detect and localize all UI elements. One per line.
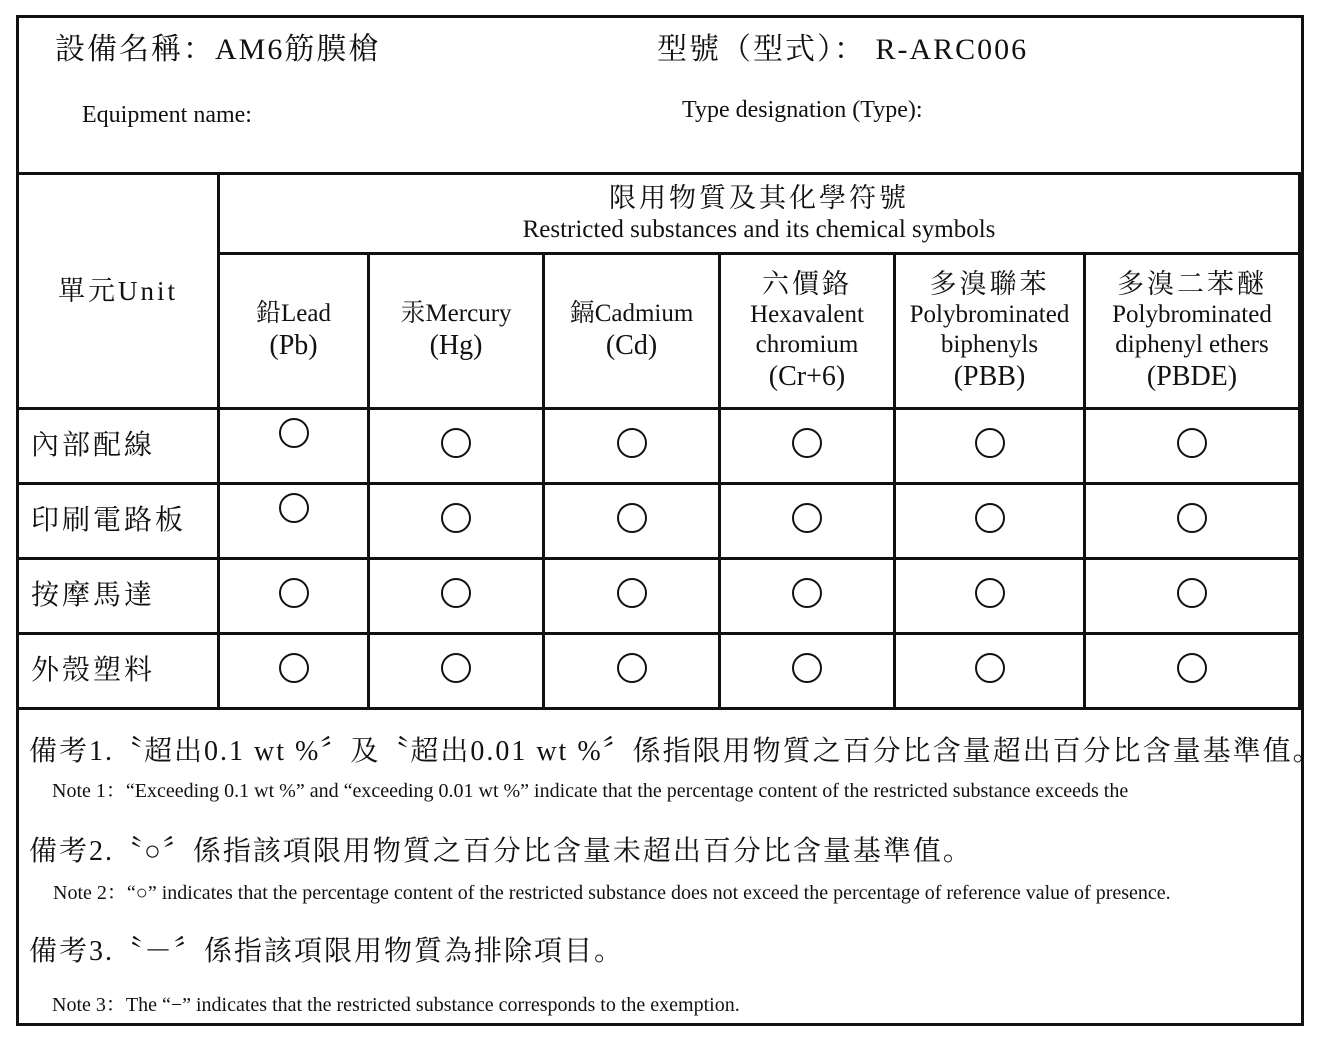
table-cell [1085, 409, 1300, 484]
table-cell [895, 634, 1085, 709]
table-cell [219, 409, 369, 484]
row-unit-label: 按摩馬達 [18, 559, 219, 634]
circle-mark-icon [279, 578, 309, 608]
circle-mark-icon [975, 653, 1005, 683]
circle-mark-icon [441, 428, 471, 458]
table-cell [720, 409, 895, 484]
note-3-en: Note 3：The “−” indicates that the restricted substance corresponds to the exemption. [52, 994, 740, 1016]
col-name-zh: 六價鉻 [762, 269, 852, 299]
column-header-mercury [369, 254, 544, 409]
substances-group-header [219, 174, 1300, 254]
type-designation-zh: 型號（型式）： R-ARC006 [657, 33, 1029, 66]
circle-mark-icon [279, 493, 309, 523]
table-cell [219, 559, 369, 634]
circle-mark-icon [617, 503, 647, 533]
table-row [18, 634, 1300, 709]
circle-mark-icon [279, 418, 309, 448]
note-1-en: Note 1：“Exceeding 0.1 wt %” and “exceeding 0.01 wt %” indicate that the percentage content of the restricted substance exceeds the [52, 780, 1129, 802]
note-1-zh: 備考1.〝超出0.1 wt %〞及〝超出0.01 wt %〞係指限用物質之百分比含量超出百分比含量基準值。 [29, 736, 1323, 767]
table-cell [720, 634, 895, 709]
col-name-zh: 多溴二苯醚 [1117, 269, 1267, 299]
table-cell [219, 484, 369, 559]
note-2-zh: 備考2.〝○〞係指該項限用物質之百分比含量未超出百分比含量基準值。 [29, 836, 973, 867]
col-name-en: Polybrominated diphenyl ethers [1112, 301, 1272, 359]
col-symbol: (PBDE) [1146, 361, 1238, 393]
circle-mark-icon [1177, 503, 1207, 533]
col-name-en: Polybrominated biphenyls [909, 301, 1070, 359]
row-unit-label: 印刷電路板 [18, 484, 219, 559]
group-title-en: Restricted substances and its chemical symbols [522, 215, 996, 243]
table-cell [1085, 484, 1300, 559]
table-cell [544, 634, 720, 709]
table-cell [720, 484, 895, 559]
table-cell [895, 484, 1085, 559]
table-cell [544, 484, 720, 559]
circle-mark-icon [975, 428, 1005, 458]
col-name: 鉛Lead [256, 300, 331, 328]
col-name: 鎘Cadmium [569, 300, 694, 328]
circle-mark-icon [1177, 578, 1207, 608]
table-cell [219, 634, 369, 709]
col-symbol: (Pb) [269, 330, 318, 362]
note-2-en: Note 2：“○” indicates that the percentage content of the restricted substance does not exceed the percentage of reference value of presence. [53, 882, 1171, 904]
column-header-cadmium [544, 254, 720, 409]
col-symbol: (PBB) [953, 361, 1026, 393]
table-cell [895, 409, 1085, 484]
unit-header [18, 174, 219, 409]
circle-mark-icon [792, 428, 822, 458]
table-cell [1085, 634, 1300, 709]
unit-label: 單元Unit [57, 276, 178, 306]
table-row [18, 409, 1300, 484]
table-cell [895, 559, 1085, 634]
column-header-pbb [895, 254, 1085, 409]
table-row [18, 559, 1300, 634]
column-header-hexavalent-chromium [720, 254, 895, 409]
circle-mark-icon [1177, 428, 1207, 458]
table-cell [1085, 559, 1300, 634]
col-name: 汞Mercury [400, 300, 512, 328]
col-name-en: Hexavalent chromium [750, 301, 864, 359]
circle-mark-icon [617, 578, 647, 608]
circle-mark-icon [279, 653, 309, 683]
table-cell [720, 559, 895, 634]
circle-mark-icon [441, 653, 471, 683]
table-cell [544, 559, 720, 634]
circle-mark-icon [792, 578, 822, 608]
circle-mark-icon [792, 503, 822, 533]
table-cell [369, 409, 544, 484]
type-designation-en: Type designation (Type): [682, 97, 923, 123]
restricted-substances-table [16, 172, 1301, 710]
circle-mark-icon [975, 503, 1005, 533]
table-cell [369, 484, 544, 559]
table-row [18, 484, 1300, 559]
col-name-zh: 多溴聯苯 [929, 269, 1050, 299]
col-symbol: (Cr+6) [768, 361, 846, 393]
row-unit-label: 外殼塑料 [18, 634, 219, 709]
col-symbol: (Hg) [429, 330, 483, 362]
note-3-zh: 備考3.〝－〞係指該項限用物質為排除項目。 [29, 936, 625, 967]
circle-mark-icon [1177, 653, 1207, 683]
col-symbol: (Cd) [605, 330, 658, 362]
equipment-name-en: Equipment name: [82, 102, 252, 128]
row-unit-label: 內部配線 [18, 409, 219, 484]
table-cell [369, 559, 544, 634]
column-header-pbde [1085, 254, 1300, 409]
circle-mark-icon [441, 578, 471, 608]
circle-mark-icon [617, 653, 647, 683]
group-title-zh: 限用物質及其化學符號 [609, 183, 909, 214]
table-cell [544, 409, 720, 484]
circle-mark-icon [975, 578, 1005, 608]
column-header-lead [219, 254, 369, 409]
circle-mark-icon [441, 503, 471, 533]
circle-mark-icon [617, 428, 647, 458]
circle-mark-icon [792, 653, 822, 683]
table-cell [369, 634, 544, 709]
equipment-name-zh: 設備名稱：AM6筋膜槍 [55, 33, 381, 66]
